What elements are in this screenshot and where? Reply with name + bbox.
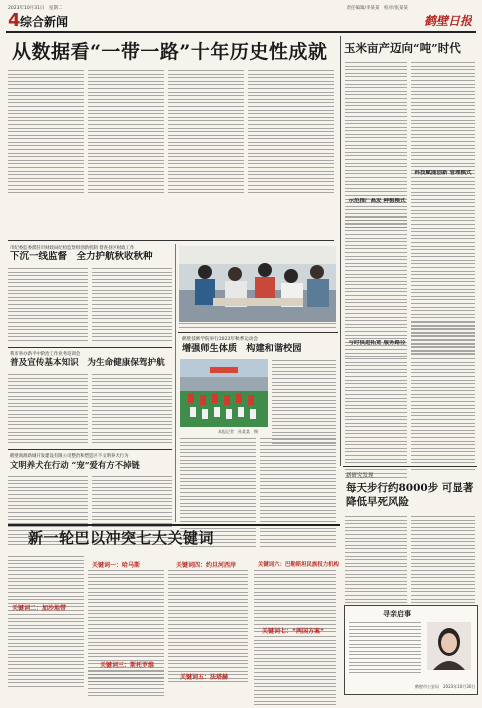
- lead-body-col3: [168, 70, 244, 196]
- bottom-body-col4b: [254, 636, 336, 708]
- lead-body-col1: [8, 70, 84, 196]
- bottom-headline: 新一轮巴以冲突七大关键词: [28, 529, 215, 547]
- bottom-section-rule: [8, 524, 340, 526]
- story2-headline: 下沉一线监督 全力护航秋收秋种: [10, 251, 153, 262]
- keyword-4: 关键词四：约旦河西岸: [176, 562, 237, 569]
- blood-donation-photo: [179, 246, 336, 322]
- mid-story-kicker: 鹤壁技师学院举行2023年秋季运动会: [182, 337, 259, 342]
- right-top-headline: 玉米亩产迈向“吨”时代: [344, 41, 461, 55]
- right-mid-body-a: [345, 216, 407, 360]
- keyword-2: 关键词二：加沙地带: [12, 605, 67, 612]
- story3-body-a: [8, 374, 88, 446]
- notice-body: [349, 622, 421, 676]
- missing-person-notice: [344, 605, 478, 695]
- story3-kicker: 我市举办新平中阶治工作业务培训会: [10, 352, 81, 357]
- story2-rule: [8, 347, 172, 348]
- story4-kicker: 鹤壁商源新城开发建设有限公司整治和塑造区不文明养犬行为: [10, 454, 129, 459]
- notice-footer: 鹤壁市公安局 2023年10月30日: [415, 684, 476, 689]
- section-title: 综合新闻: [20, 15, 69, 29]
- lead-headline: 从数据看“一带一路”十年历史性成就: [12, 41, 328, 63]
- story2-kicker: 市纪委监委派驻市财政局纪检监察组创新机制 督查县区财政工作: [10, 246, 135, 251]
- story2-body-b: [92, 268, 172, 343]
- keyword-6: 关键词六：巴勒斯坦民族权力机构: [258, 562, 339, 568]
- mid-story-headline: 增强师生体质 构建和谐校园: [182, 343, 302, 354]
- story2-body-a: [8, 268, 88, 343]
- notice-title: 寻亲启事: [383, 609, 411, 618]
- bottom-body-col2b: [88, 670, 164, 699]
- right-subhead-1: 示范推广高发 种植模式: [348, 198, 406, 204]
- right-top-body-a: [345, 62, 407, 231]
- right-low-body-b: [411, 322, 475, 473]
- masthead-logo: 鹤壁日报: [423, 14, 472, 28]
- issue-date: 2023年10月31日 星期二: [8, 6, 63, 11]
- column-divider-right: [340, 36, 341, 466]
- header-editor-line: 责任编辑/李某某 校对/张某某: [346, 6, 408, 11]
- keyword-1: 关键词一：哈马斯: [92, 562, 141, 569]
- midstory-rule: [178, 332, 338, 333]
- story3-body-b: [92, 374, 172, 446]
- page-number: 4: [8, 12, 21, 30]
- mid-story-body-a: [272, 360, 336, 446]
- right-column-rule: [343, 466, 477, 467]
- photo-caption-1: [179, 323, 336, 330]
- lead-body-col2: [88, 70, 164, 196]
- right-top-body-b: [411, 62, 475, 188]
- mid-story-credit: 本报记者 孙某某 摄: [218, 429, 258, 434]
- header-rule: [6, 31, 476, 33]
- story3-headline: 普及宣传基本知识 为生命健康保驾护航: [10, 358, 165, 368]
- lead-bottom-rule: [8, 240, 334, 241]
- right-bottom-headline: 每天步行约8000步 可显著降低早死风险: [346, 482, 474, 508]
- keyword-7: 关键词七：“两国方案”: [262, 628, 324, 635]
- right-subhead-2: 科技赋能创新 管理模式: [414, 170, 472, 176]
- right-low-body-a: [345, 358, 407, 480]
- keyword-3: 关键词三：斯托罗维: [100, 662, 155, 669]
- right-bottom-kicker: 新研究发现: [346, 473, 374, 479]
- sports-meet-photo: [180, 359, 268, 427]
- column-divider-mid: [175, 244, 176, 522]
- keyword-5: 关键词五：法塔赫: [180, 674, 229, 681]
- story4-headline: 文明养犬在行动 “宠”爱有方不掉链: [10, 460, 140, 470]
- right-subhead-3: 与时俱进拓宽 服务路径: [348, 340, 406, 346]
- notice-portrait-photo: [427, 622, 471, 670]
- story3-rule: [8, 449, 172, 450]
- bottom-body-col4: [254, 570, 336, 635]
- lead-body-col4: [248, 70, 334, 196]
- bottom-body-col3: [168, 570, 248, 685]
- bottom-body-col1b: [8, 614, 84, 689]
